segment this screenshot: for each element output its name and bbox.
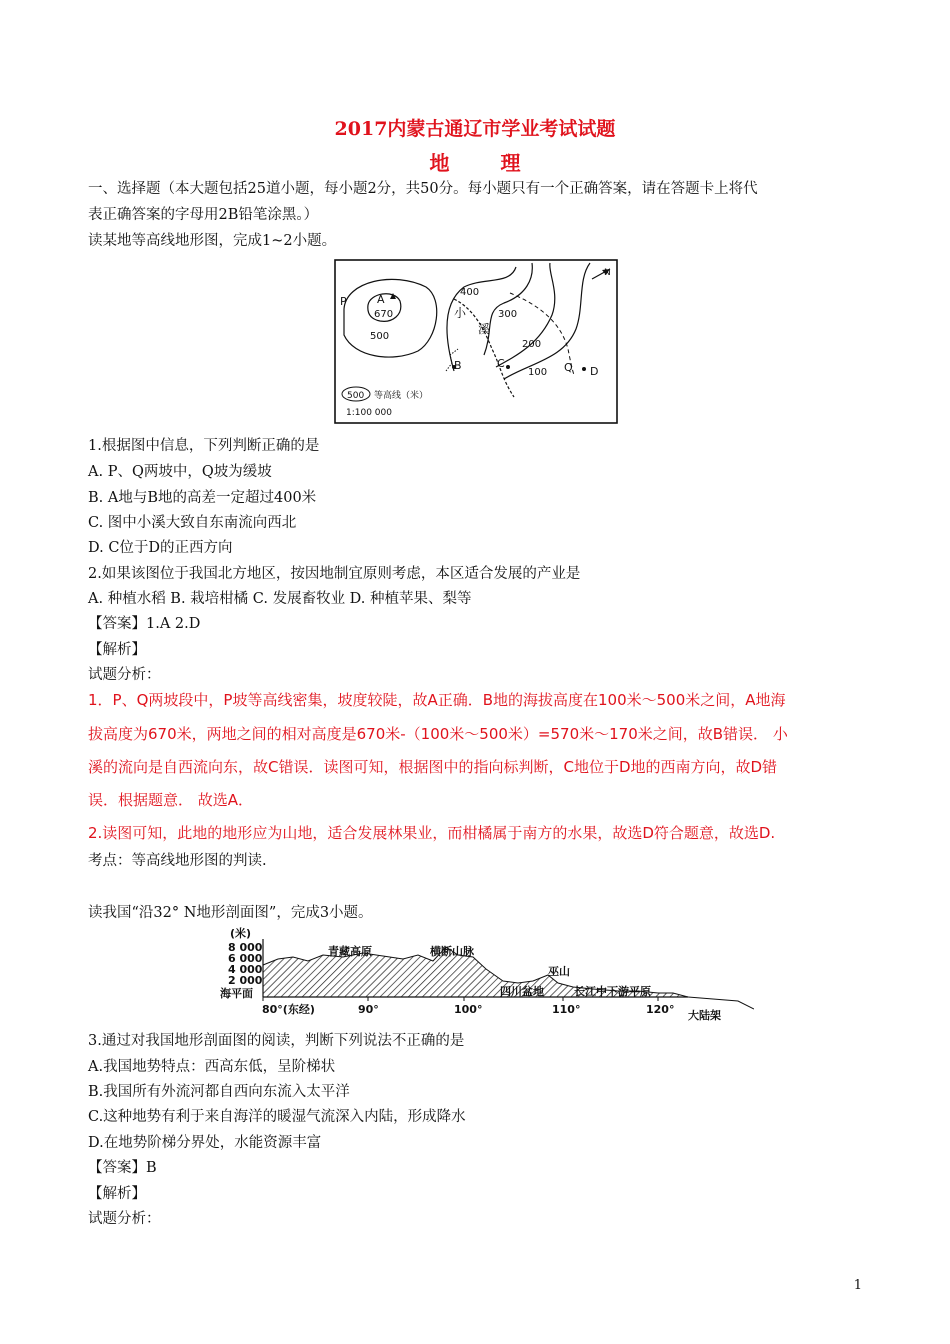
map-label-d: D [590,365,599,378]
y-tick-sea-level: 海平面 [220,987,253,1000]
q1-option-d: D. C位于D的正西方向 [88,540,233,556]
explanation-1-line-4: 误．根据题意． 故选A． [88,791,254,809]
analysis-label-1: 【解析】 [88,642,146,658]
answer-1: 【答案】1.A 2.D [88,616,201,632]
explanation-1-line-2: 拔高度为670米，两地之间的相对高度是670米-（100米～500米）=570米～170米之间，故B错误． 小 [88,725,788,743]
y-tick-2000: 2 000 [228,974,263,987]
explanation-2: 2.读图可知，此地的地形应为山地，适合发展林果业，而柑橘属于南方的水果，故选D符合题意，故选D. [88,824,776,842]
q1-stem: 1.根据图中信息，下列判断正确的是 [88,438,320,454]
read-instruction-2: 读我国“沿32° N地形剖面图”，完成3小题。 [88,905,373,921]
legend-label: 等高线（米） [374,391,429,401]
region-changjiang: 长江中下游平原 [574,985,651,998]
map-label-c: C [497,357,505,370]
page-title: 2017内蒙古通辽市学业考试试题 [334,118,616,140]
explanation-1-line-1: 1．P、Q两坡段中，P坡等高线密集，坡度较陡，故A正确．B地的海拔高度在100米～500米之间，A地海 [88,691,786,709]
terrain-profile-figure [218,925,754,1021]
q2-options: A. 种植水稻 B. 栽培柑橘 C. 发展畜牧业 D. 种植苹果、梨等 [88,591,472,607]
point-c-marker [506,365,510,369]
q3-option-a: A.我国地势特点：西高东低，呈阶梯状 [88,1059,336,1075]
q3-option-b: B.我国所有外流河都自西向东流入太平洋 [88,1084,350,1100]
x-tick-100: 100° [454,1003,483,1016]
kaodian: 考点：等高线地形图的判读. [88,853,267,869]
q3-option-c: C.这种地势有利于来自海洋的暖湿气流深入内陆，形成降水 [88,1109,466,1125]
legend-value: 500 [347,391,365,401]
explanation-1-line-3: 溪的流向是自西流向东，故C错误．读图可知，根据图中的指向标判断，C地位于D地的西南方向，故D错 [88,758,778,776]
q3-option-d: D.在地势阶梯分界处，水能资源丰富 [88,1135,322,1151]
x-tick-80: 80°(东经) [262,1003,315,1016]
q1-option-c: C. 图中小溪大致自东南流向西北 [88,515,297,531]
map-label-a: A [377,293,385,306]
map-label-xiao: 小 [454,306,467,320]
region-qingzang: 青藏高原 [328,945,372,958]
contour-map-figure [334,259,618,425]
q2-stem: 2.如果该图位于我国北方地区，按因地制宜原则考虑，本区适合发展的产业是 [88,566,581,582]
continental-shelf-line [688,997,754,1009]
map-label-xi: 溪 [478,322,491,336]
map-label-670: 670 [374,309,394,320]
answer-3: 【答案】B [88,1160,157,1176]
map-label-400: 400 [460,287,480,298]
point-d-marker [582,367,586,371]
read-instruction-1: 读某地等高线地形图，完成1~2小题。 [88,233,337,249]
analysis-intro-1: 试题分析： [88,667,161,683]
y-tick-8000: 8 000 [228,941,263,954]
page-number: 1 [853,1278,862,1293]
map-label-200: 200 [522,339,542,350]
section-intro-line-1: 一、选择题（本大题包括25道小题，每小题2分，共50分。每小题只有一个正确答案，请在答题卡上将代 [88,181,758,197]
map-label-300: 300 [498,309,518,320]
map-label-q: Q [564,361,573,374]
map-label-100: 100 [528,367,548,378]
x-tick-110: 110° [552,1003,581,1016]
q1-option-a: A. P、Q两坡中，Q坡为缓坡 [88,464,272,480]
region-hengduan: 横断山脉 [430,945,474,958]
region-wushan: 巫山 [548,965,570,978]
y-tick-6000: 6 000 [228,952,263,965]
y-tick-4000: 4 000 [228,963,263,976]
subject-title: 地 理 [429,151,543,175]
map-label-500: 500 [370,331,390,342]
q3-stem: 3.通过对我国地形剖面图的阅读，判断下列说法不正确的是 [88,1033,465,1049]
x-tick-120: 120° [646,1003,675,1016]
map-scale: 1:100 000 [346,408,392,418]
profile-unit: (米) [230,927,252,940]
section-intro-line-2: 表正确答案的字母用2B铅笔涂黑。） [88,207,319,223]
analysis-intro-3: 试题分析： [88,1211,161,1227]
map-label-b: B [454,359,462,372]
region-sichuan: 四川盆地 [500,985,544,998]
x-tick-90: 90° [358,1003,379,1016]
map-label-p: P [340,295,347,308]
analysis-label-3: 【解析】 [88,1186,146,1202]
region-continental-shelf: 大陆架 [688,1009,721,1021]
q1-option-b: B. A地与B地的高差一定超过400米 [88,490,317,506]
map-label-n: N [604,268,611,278]
